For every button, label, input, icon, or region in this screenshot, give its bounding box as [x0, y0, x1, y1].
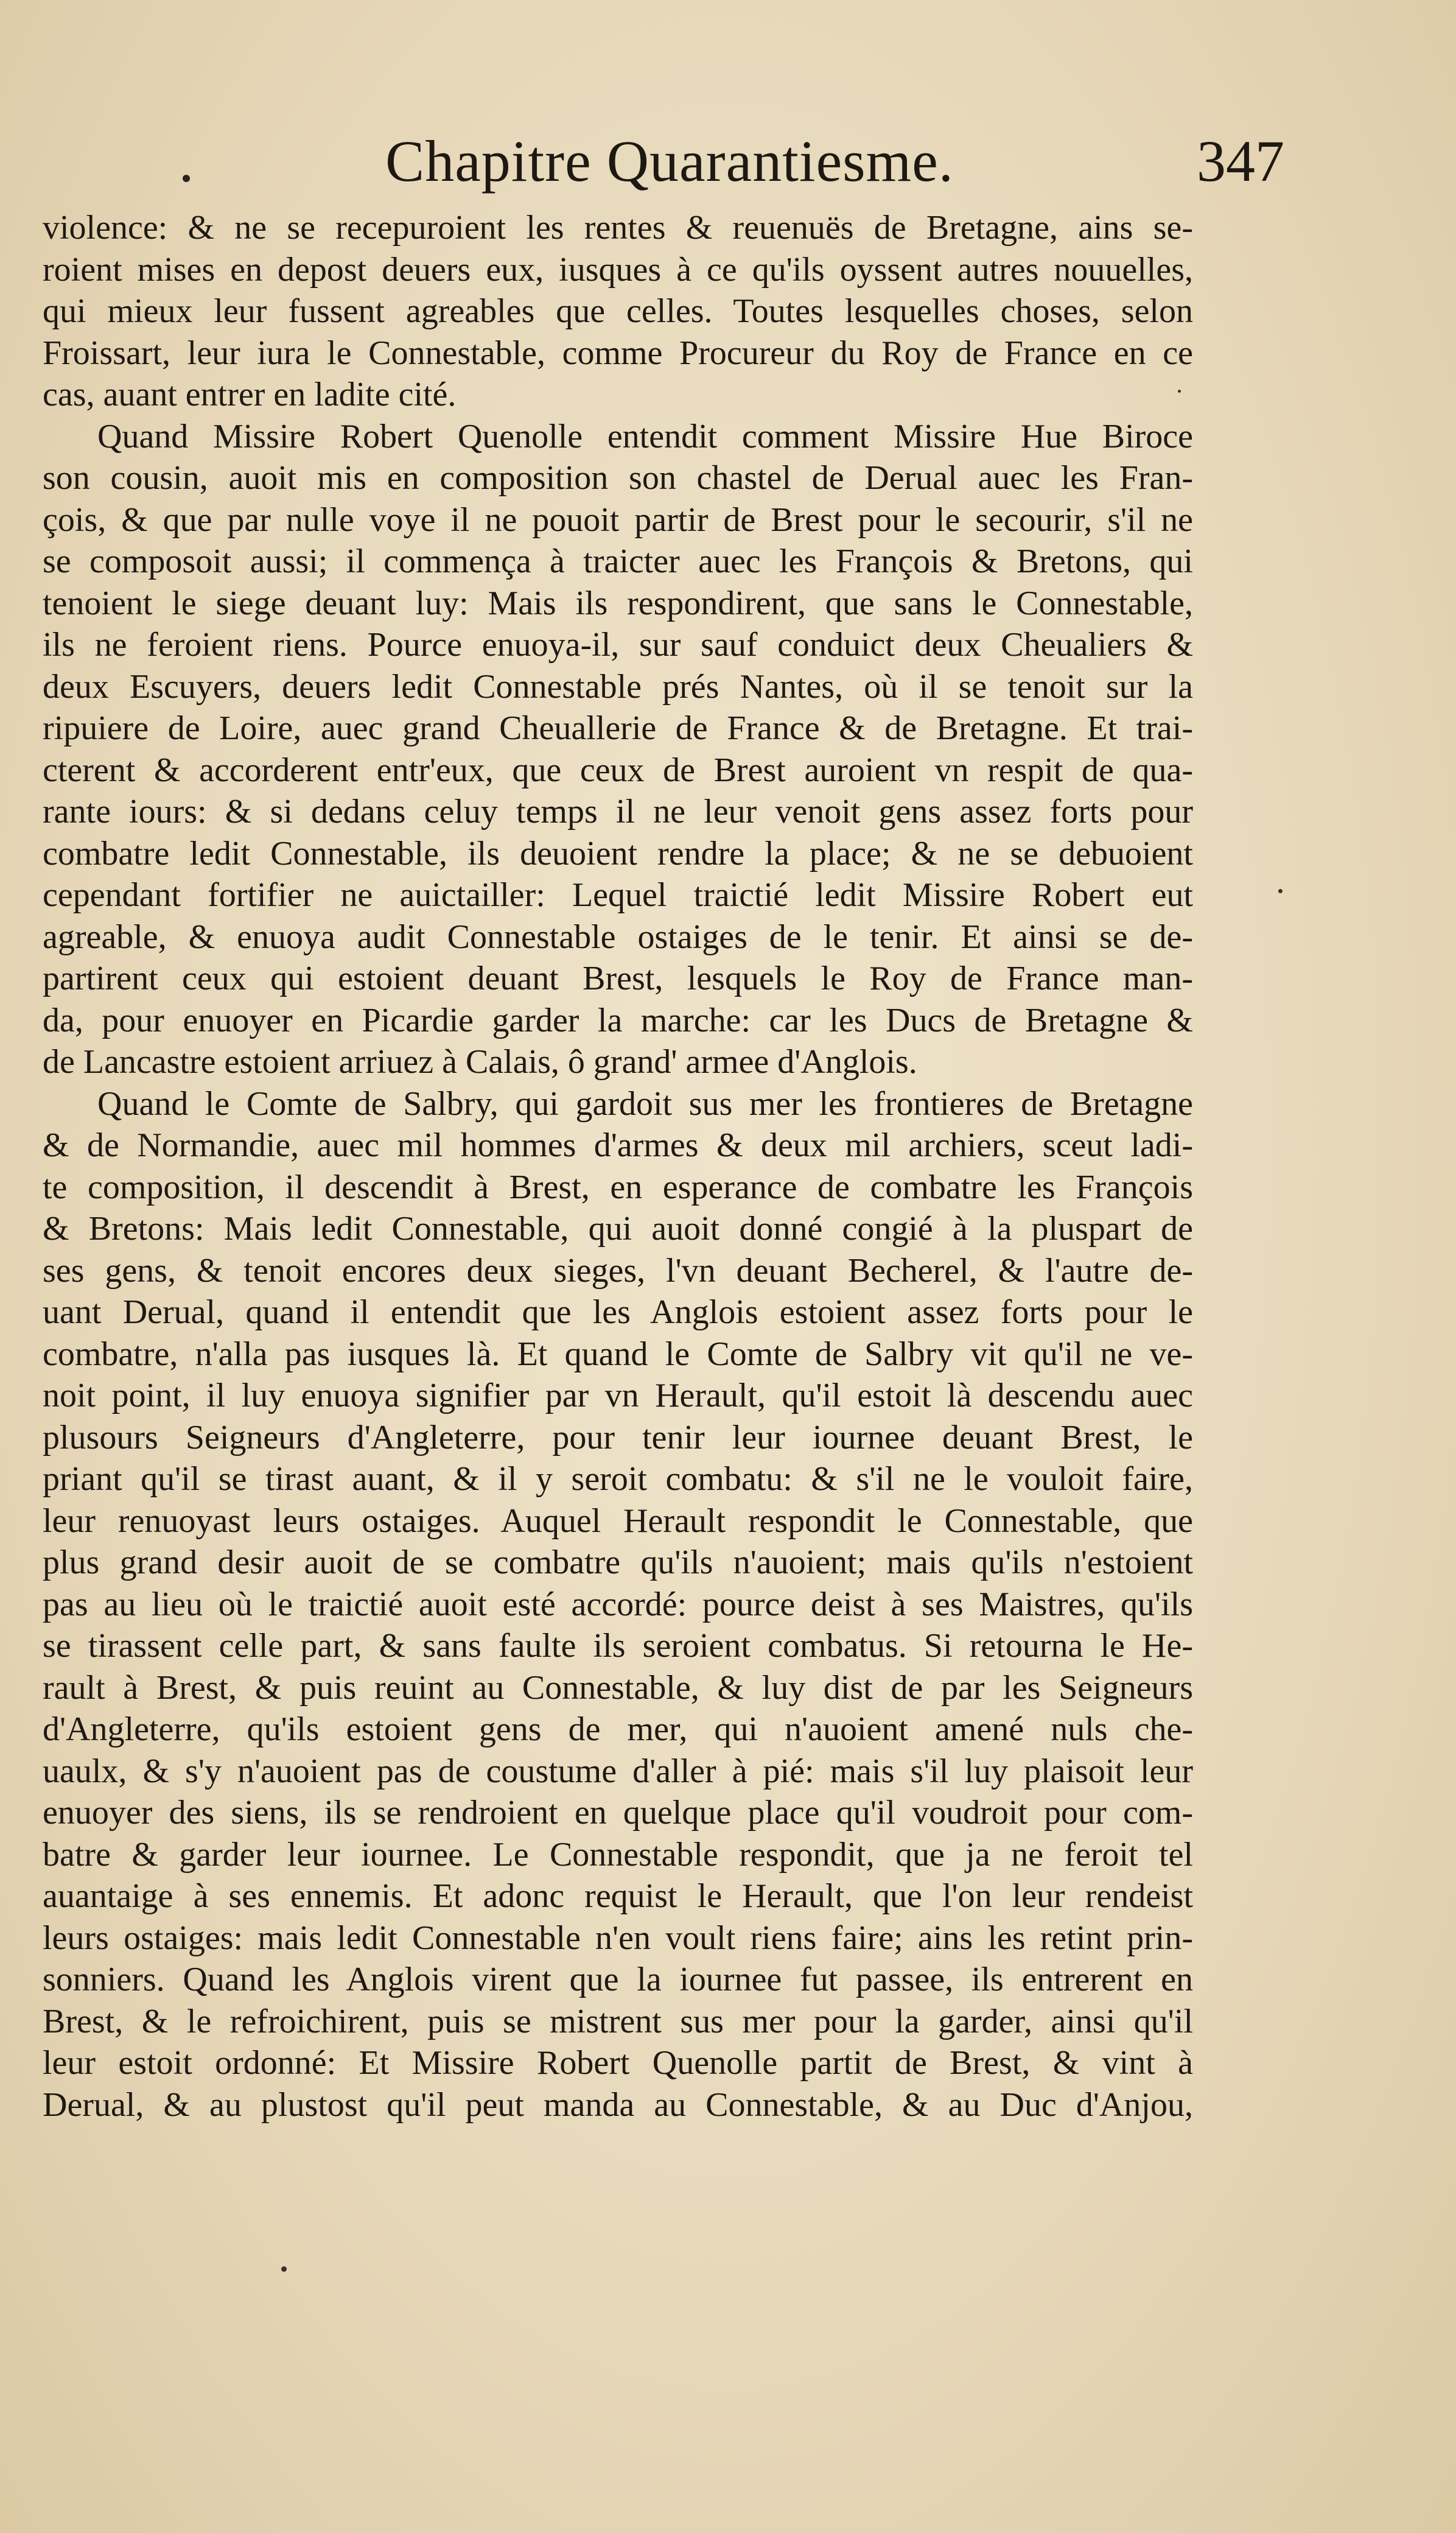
text-line: auantaige à ses ennemis. Et adonc requist le Herault, que l'on leur rendeist [43, 1877, 1193, 1915]
text-line: Froissart, leur iura le Connestable, comme Procureur du Roy de France en ce [43, 334, 1193, 372]
page-number: 347 [1197, 128, 1284, 194]
text-line: & Bretons: Mais ledit Connestable, qui auoit donné congié à la pluspart de [43, 1210, 1193, 1248]
text-line: & de Normandie, auec mil hommes d'armes & deux mil archiers, sceut ladi- [43, 1126, 1193, 1164]
page-header [91, 125, 1309, 210]
text-line: leur estoit ordonné: Et Missire Robert Quenolle partit de Brest, & vint à [43, 2044, 1193, 2082]
text-line: uaulx, & s'y n'auoient pas de coustume d'aller à pié: mais s'il luy plaisoit leur [43, 1752, 1193, 1790]
text-line: agreable, & enuoya audit Connestable ostaiges de le tenir. Et ainsi se de- [43, 918, 1193, 956]
margin-speck [1278, 889, 1283, 893]
text-line: partirent ceux qui estoient deuant Brest, lesquels le Roy de France man- [43, 960, 1193, 997]
text-line: batre & garder leur iournee. Le Connestable respondit, que ja ne feroit tel [43, 1835, 1193, 1874]
text-line: violence: & ne se recepuroient les rentes & reuenuës de Bretagne, ains se- [43, 209, 1193, 247]
text-line: çois, & que par nulle voye il ne pouoit partir de Brest pour le secourir, s'il ne [43, 501, 1193, 539]
text-line: enuoyer des siens, ils se rendroient en quelque place qu'il voudroit pour com- [43, 1794, 1193, 1832]
text-line: ripuiere de Loire, auec grand Cheuallerie de France & de Bretagne. Et trai- [43, 709, 1193, 747]
text-line: leurs ostaiges: mais ledit Connestable n'en voult riens faire; ains les retint prin- [43, 1919, 1193, 1957]
text-line: cas, auant entrer en ladite cité. [43, 376, 457, 413]
text-line: cterent & accorderent entr'eux, que ceux de Brest auroient vn respit de qua- [43, 751, 1193, 789]
paragraph-start-line: Quand Missire Robert Quenolle entendit comment Missire Hue Biroce [97, 417, 1193, 455]
text-line: plusours Seigneurs d'Angleterre, pour tenir leur iournee deuant Brest, le [43, 1418, 1193, 1456]
text-line: cependant fortifier ne auictailler: Lequel traictié ledit Missire Robert eut [43, 876, 1193, 914]
text-line: plus grand desir auoit de se combatre qu'ils n'auoient; mais qu'ils n'estoient [43, 1544, 1193, 1581]
text-line: pas au lieu où le traictié auoit esté accordé: pource deist à ses Maistres, qu'ils [43, 1585, 1193, 1623]
text-line: priant qu'il se tirast auant, & il y seroit combatu: & s'il ne le vouloit faire, [43, 1460, 1193, 1498]
text-line: Brest, & le refroichirent, puis se mistrent sus mer pour la garder, ainsi qu'il [43, 2002, 1193, 2040]
text-line: rault à Brest, & puis reuint au Connestable, & luy dist de par les Seigneurs [43, 1668, 1193, 1707]
paragraph-start-line: Quand le Comte de Salbry, qui gardoit sus mer les frontieres de Bretagne [97, 1084, 1193, 1123]
margin-speck [1178, 390, 1181, 393]
text-line: se tirassent celle part, & sans faulte ils seroient combatus. Si retourna le He- [43, 1627, 1193, 1665]
page-speck [281, 2266, 287, 2272]
text-line: d'Angleterre, qu'ils estoient gens de mer, qui n'auoient amené nuls che- [43, 1710, 1193, 1748]
text-line: te composition, il descendit à Brest, en esperance de combatre les François [43, 1168, 1193, 1206]
text-line: leur renuoyast leurs ostaiges. Auquel Herault respondit le Connestable, que [43, 1502, 1193, 1540]
text-line: rante iours: & si dedans celuy temps il ne leur venoit gens assez forts pour [43, 793, 1193, 831]
body-text [43, 207, 1193, 2126]
text-line: sonniers. Quand les Anglois virent que la iournee fut passee, ils entrerent en [43, 1961, 1193, 1998]
text-line: combatre, n'alla pas iusques là. Et quand le Comte de Salbry vit qu'il ne ve- [43, 1335, 1193, 1373]
text-line: roient mises en depost deuers eux, iusques à ce qu'ils oyssent autres nouuelles, [43, 250, 1193, 289]
text-line: combatre ledit Connestable, ils deuoient rendre la place; & ne se debuoient [43, 834, 1193, 873]
text-line: Derual, & au plustost qu'il peut manda au Connestable, & au Duc d'Anjou, [43, 2085, 1193, 2124]
text-line: tenoient le siege deuant luy: Mais ils respondirent, que sans le Connestable, [43, 584, 1193, 622]
text-line: se composoit aussi; il commença à traicter auec les François & Bretons, qui [43, 543, 1193, 580]
running-head: Chapitre Quarantiesme. [385, 128, 954, 194]
text-line: ils ne feroient riens. Pource enuoya-il, sur sauf conduict deux Cheualiers & [43, 626, 1193, 664]
text-line: deux Escuyers, deuers ledit Connestable prés Nantes, où il se tenoit sur la [43, 667, 1193, 706]
text-line: da, pour enuoyer en Picardie garder la marche: car les Ducs de Bretagne & [43, 1001, 1193, 1039]
text-line: son cousin, auoit mis en composition son chastel de Derual auec les Fran- [43, 459, 1193, 497]
text-line: qui mieux leur fussent agreables que celles. Toutes lesquelles choses, selon [43, 292, 1193, 330]
text-line: de Lancastre estoient arriuez à Calais, ô grand' armee d'Anglois. [43, 1043, 917, 1081]
text-line: ses gens, & tenoit encores deux sieges, l'vn deuant Becherel, & l'autre de- [43, 1251, 1193, 1290]
text-line: uant Derual, quand il entendit que les Anglois estoient assez forts pour le [43, 1293, 1193, 1331]
header-ornament-dot [183, 175, 190, 182]
text-line: noit point, il luy enuoya signifier par vn Herault, qu'il estoit là descendu auec [43, 1377, 1193, 1414]
